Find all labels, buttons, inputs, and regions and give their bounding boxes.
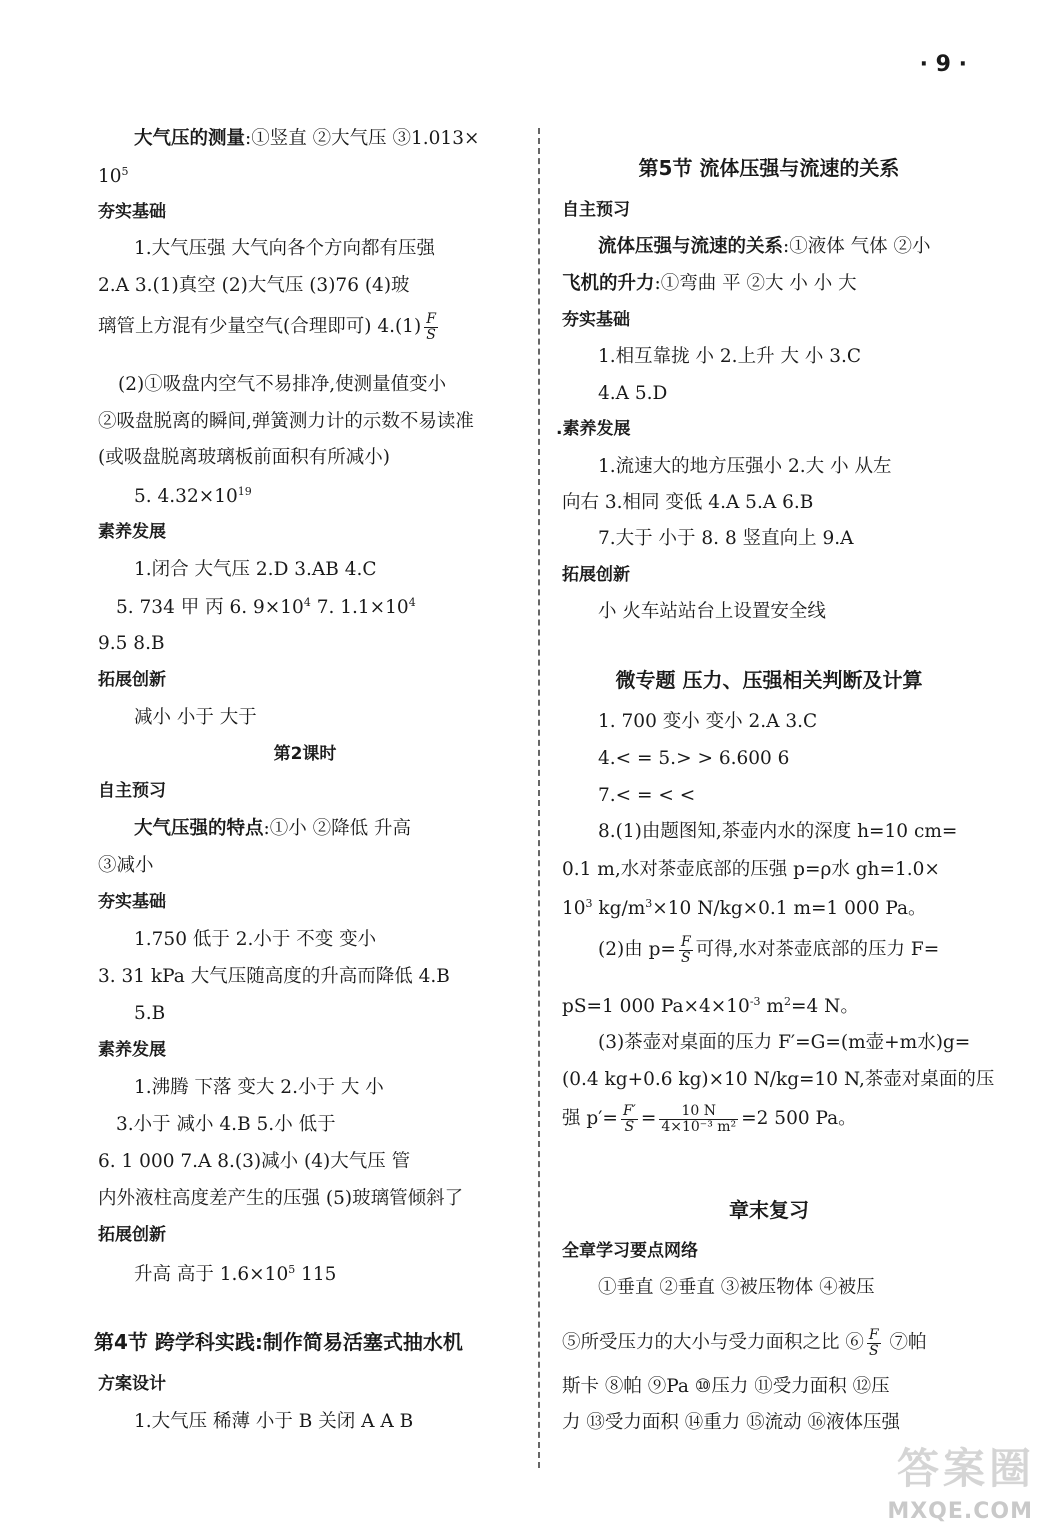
fraction-F-prime-over-S — [621, 1104, 638, 1134]
title-chapter-review: 章末复习 — [729, 1198, 809, 1222]
sup-5: 5 — [121, 165, 129, 178]
line-r22: 斯卡 ⑧帕 ⑨Pa ⑩压力 ⑪受力面积 ⑫压 — [562, 1376, 890, 1397]
text-r19a: 强 p′= — [562, 1108, 618, 1130]
line-l23 — [98, 1264, 336, 1285]
fraction-F-over-S-2 — [679, 935, 693, 965]
title-keshi-2: 第2课时 — [273, 744, 337, 764]
line-r15 — [562, 935, 939, 965]
text-r15a: (2)由 p= — [598, 939, 676, 961]
line-r6: 向右 3.相同 变低 4.A 5.A 6.B — [562, 492, 814, 513]
text-equals: = — [640, 1108, 657, 1130]
line-10e5 — [98, 166, 129, 187]
line-r18: (0.4 kg+0.6 kg)×10 N/kg=10 N,茶壶对桌面的压 — [562, 1069, 995, 1090]
sup-l11a: 4 — [303, 596, 311, 609]
label-atm-measure: 大气压的测量 — [134, 128, 246, 149]
heading-hangshi: 夯实基础 — [562, 310, 630, 330]
frac-den: S — [681, 949, 691, 966]
line-l16: 1.750 低于 2.小于 不变 变小 — [134, 929, 377, 950]
text-lift: :①弯曲 平 ②大 小 小 大 — [654, 273, 857, 294]
text-10: 10 — [98, 166, 122, 188]
text-l11b: 7. 1.1×10 — [310, 597, 409, 619]
line-r19 — [562, 1104, 857, 1134]
title-micro-topic: 微专题 压力、压强相关判断及计算 — [615, 668, 923, 692]
heading-tuozhan: 拓展创新 — [562, 565, 630, 585]
watermark-url: MXQE.COM — [887, 1499, 1033, 1524]
line-l6: (2)①吸盘内空气不易排净,使测量值变小 — [118, 374, 447, 395]
line-r5: 1.流速大的地方压强小 2.大 小 从左 — [598, 456, 892, 477]
text-l9: 5. 4.32×10 — [134, 486, 238, 508]
heading-hangshi-2: 夯实基础 — [98, 892, 166, 912]
text-atm-features: :①小 ②降低 升高 — [263, 818, 412, 839]
frac-den: 4×10⁻³ m² — [661, 1118, 737, 1135]
text-atm-measure: :①竖直 ②大气压 ③1.013× — [245, 128, 480, 149]
text-r14c: ×10 N/kg×0.1 m=1 000 Pa。 — [652, 898, 927, 920]
line-r11: 7.< = < < — [598, 785, 696, 806]
line-r14 — [562, 898, 927, 919]
label-atm-features: 大气压强的特点 — [134, 818, 264, 839]
line-r20: ①垂直 ②垂直 ③被压物体 ④被压 — [598, 1277, 875, 1298]
frac-num: 10 N — [659, 1104, 738, 1120]
line-l5 — [98, 312, 441, 342]
line-atm-measure — [98, 130, 479, 149]
text-r16b: m — [760, 996, 784, 1018]
line-r17: (3)茶壶对桌面的压力 F′=G=(m壶+m水)g= — [598, 1032, 971, 1053]
line-r12: 8.(1)由题图知,茶壶内水的深度 h=10 cm= — [598, 821, 958, 842]
line-r7: 7.大于 小于 8. 8 竖直向上 9.A — [598, 528, 854, 549]
line-r16 — [562, 996, 859, 1017]
line-l4: 2.A 3.(1)真空 (2)大气压 (3)76 (4)玻 — [98, 275, 410, 296]
heading-fangan: 方案设计 — [98, 1374, 166, 1394]
heading-suyang: .素养发展 — [556, 419, 631, 439]
line-l10: 1.闭合 大气压 2.D 3.AB 4.C — [134, 559, 377, 580]
sup-r16a: -3 — [749, 995, 761, 1008]
line-l18: 5.B — [134, 1003, 166, 1024]
line-r23: 力 ⑬受力面积 ⑭重力 ⑮流动 ⑯液体压强 — [562, 1412, 901, 1433]
frac-num: F — [868, 1327, 879, 1343]
heading-zizhu-1: 自主预习 — [98, 781, 166, 801]
line-l7: ②吸盘脱离的瞬间,弹簧测力计的示数不易读准 — [98, 411, 474, 432]
sup-r14a: 3 — [585, 897, 593, 910]
sup-r16b: 2 — [783, 995, 791, 1008]
line-l8: (或吸盘脱离玻璃板前面积有所减小) — [98, 447, 390, 468]
line-l20: 3.小于 减小 4.B 5.小 低于 — [116, 1114, 336, 1135]
fraction-10N-over-area — [659, 1104, 738, 1134]
title-section-5: 第5节 流体压强与流速的关系 — [638, 156, 900, 180]
line-l11 — [98, 597, 416, 618]
sup-r14b: 3 — [645, 897, 653, 910]
line-r10: 4.< = 5.> > 6.600 6 — [598, 748, 790, 769]
text-r21b: ⑦帕 — [883, 1332, 927, 1354]
text-r19b: =2 500 Pa。 — [741, 1108, 857, 1130]
text-r21a: ⑤所受压力的大小与受力面积之比 ⑥ — [562, 1332, 864, 1354]
line-r8: 小 火车站站台上设置安全线 — [598, 601, 826, 622]
heading-suyang-1: 素养发展 — [98, 522, 166, 542]
line-l3: 1.大气压强 大气向各个方向都有压强 — [134, 238, 436, 259]
label-lift: 飞机的升力 — [562, 273, 655, 294]
text-r16c: =4 N。 — [790, 996, 859, 1018]
line-l24: 1.大气压 稀薄 小于 B 关闭 A A B — [134, 1411, 414, 1432]
frac-num: F — [426, 311, 436, 327]
line-l22: 内外液柱高度差产生的压强 (5)玻璃管倾斜了 — [98, 1188, 464, 1209]
frac-den: S — [624, 1118, 635, 1135]
line-r4: 4.A 5.D — [598, 383, 668, 404]
fraction-F-over-S-3 — [867, 1328, 881, 1358]
line-r21 — [562, 1328, 927, 1358]
text-l5: 璃管上方混有少量空气(合理即可) 4.(1) — [98, 316, 422, 338]
line-l15: ③减小 — [98, 855, 154, 876]
line-r2 — [562, 275, 857, 294]
line-l17: 3. 31 kPa 大气压随高度的升高而降低 4.B — [98, 966, 450, 987]
column-divider — [538, 128, 540, 1468]
frac-den: S — [868, 1342, 879, 1359]
line-r3: 1.相互靠拢 小 2.上升 大 小 3.C — [598, 346, 862, 367]
text-r15b: 可得,水对茶壶底部的压力 F= — [695, 939, 940, 961]
text-l23b: 115 — [295, 1264, 337, 1286]
heading-hangshi-1: 夯实基础 — [98, 202, 166, 222]
heading-suyang-2: 素养发展 — [98, 1040, 166, 1060]
line-l9 — [98, 486, 252, 507]
label-fluid: 流体压强与流速的关系 — [598, 236, 784, 257]
text-l11a: 5. 734 甲 丙 6. 9×10 — [116, 597, 304, 619]
heading-quanzhang: 全章学习要点网络 — [562, 1241, 698, 1261]
text-l23a: 升高 高于 1.6×10 — [134, 1264, 289, 1286]
line-r9: 1. 700 变小 变小 2.A 3.C — [598, 711, 818, 732]
frac-num: F′ — [622, 1103, 636, 1119]
heading-tuozhan-2: 拓展创新 — [98, 1225, 166, 1245]
text-fluid: :①液体 气体 ②小 — [783, 236, 931, 257]
line-r1 — [562, 238, 931, 257]
line-l12: 9.5 8.B — [98, 633, 165, 654]
frac-num: F — [680, 934, 691, 950]
watermark-logo: 答案圈 — [896, 1444, 1035, 1493]
text-r14a: 10 — [562, 898, 586, 920]
text-r16a: pS=1 000 Pa×4×10 — [562, 996, 750, 1018]
line-l14 — [98, 820, 411, 839]
heading-tuozhan-1: 拓展创新 — [98, 670, 166, 690]
sup-l23a: 5 — [288, 1263, 296, 1276]
frac-den: S — [426, 326, 436, 343]
page-number: · 9 · — [919, 52, 967, 77]
line-l21: 6. 1 000 7.A 8.(3)减小 (4)大气压 管 — [98, 1151, 411, 1172]
fraction-F-over-S — [424, 312, 438, 342]
line-l19: 1.沸腾 下落 变大 2.小于 大 小 — [134, 1077, 384, 1098]
line-l13: 减小 小于 大于 — [134, 707, 257, 728]
line-r13: 0.1 m,水对茶壶底部的压强 p=ρ水 gh=1.0× — [562, 859, 940, 880]
sup-l11b: 4 — [408, 596, 416, 609]
sup-19: 19 — [237, 485, 252, 498]
heading-zizhu: 自主预习 — [562, 200, 630, 220]
text-r14b: kg/m — [592, 898, 646, 920]
title-section-4: 第4节 跨学科实践:制作简易活塞式抽水机 — [94, 1330, 463, 1354]
